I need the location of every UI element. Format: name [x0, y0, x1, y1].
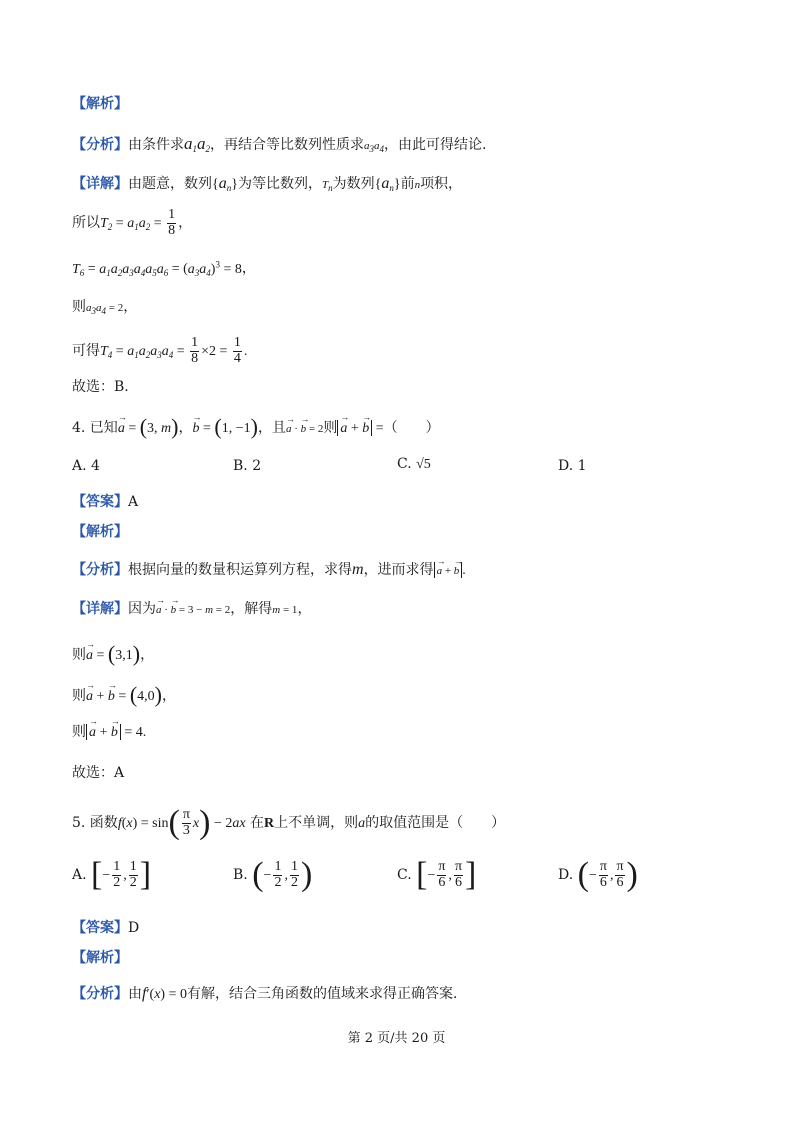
q4-magnitude: 则→ a + → b = 4.: [72, 725, 146, 740]
eq-a3a4: 则$a_3a_4 = 2$，: [72, 299, 138, 316]
q4-heading-jiexi: 【解析】: [72, 524, 128, 540]
q5-heading-jiexi: 【解析】: [72, 950, 128, 966]
q4-vec-sum: 则→ a + → b = (4,0)，: [72, 684, 176, 706]
eq-t4: 可得$T_4 = a_1a_2a_3a_4$ = $\frac{1}{8}$ ×2 = $\frac{1}{4}$ .: [72, 335, 248, 366]
q4-option-d: D. 1: [558, 458, 587, 474]
q4-option-c: C. √5: [397, 456, 431, 472]
page-footer: 第 2 页/共 20 页: [347, 1031, 446, 1046]
question-4: 4. 已知→ a = (3, m)，→ b = (1, −1)，且→ a · → b = 2则→ a + → b =（ ）: [72, 416, 440, 438]
q5-option-d: D. (− $\frac{\pi}{6}$ , $\frac{\pi}{6}$ ): [558, 856, 638, 893]
q4-choice: 故选：A: [72, 765, 125, 781]
heading-jiexi-1: 【解析】: [72, 96, 128, 112]
q5-option-a: A. [− $\frac{1}{2}$ , $\frac{1}{2}$ ]: [72, 856, 152, 893]
q4-vec-a: 则→ a = (3,1)，: [72, 643, 154, 665]
q4-detail: 【详解】因为→ a · → b = 3 − m = 2，解得m = 1，: [72, 602, 311, 616]
q4-option-a: A. 4: [72, 458, 100, 474]
q4-analysis: 【分析】根据向量的数量积运算列方程，求得m，进而求得→ a + → b .: [72, 562, 466, 578]
q5-answer: 【答案】D: [72, 920, 140, 936]
q5-option-b: B. (− $\frac{1}{2}$ , $\frac{1}{2}$ ): [233, 856, 313, 893]
question-5: 5. 函数f(x) = sin( $\frac{\pi}{3}$ x) − 2ax 在R上不单调，则a的取值范围是（ ）: [72, 804, 506, 841]
q5-option-c: C. [− $\frac{\pi}{6}$ , $\frac{\pi}{6}$ ]: [397, 856, 477, 893]
q4-answer: 【答案】A: [72, 494, 139, 510]
detail-line-1: 【详解】由题意，数列$\{a_n\}$为等比数列，$T_n$为数列$\{a_n\}$前n项积，: [72, 175, 463, 193]
choice-b: 故选：B.: [72, 379, 129, 395]
eq-t6: $T_6 = a_1a_2a_3a_4a_5a_6 = (a_3a_4)^3 = 8$，: [72, 259, 256, 278]
eq-t2: 所以$T_2 = a_1a_2$ = $\frac{1}{8}$ ，: [72, 207, 193, 238]
analysis-line-1: 【分析】由条件求$a_1a_2$，再结合等比数列性质求$a_3a_4$，由此可得结论.: [72, 134, 487, 154]
q4-option-b: B. 2: [233, 458, 262, 474]
q5-analysis: 【分析】由f′(x) = 0有解，结合三角函数的值域来求得正确答案.: [72, 985, 458, 1002]
